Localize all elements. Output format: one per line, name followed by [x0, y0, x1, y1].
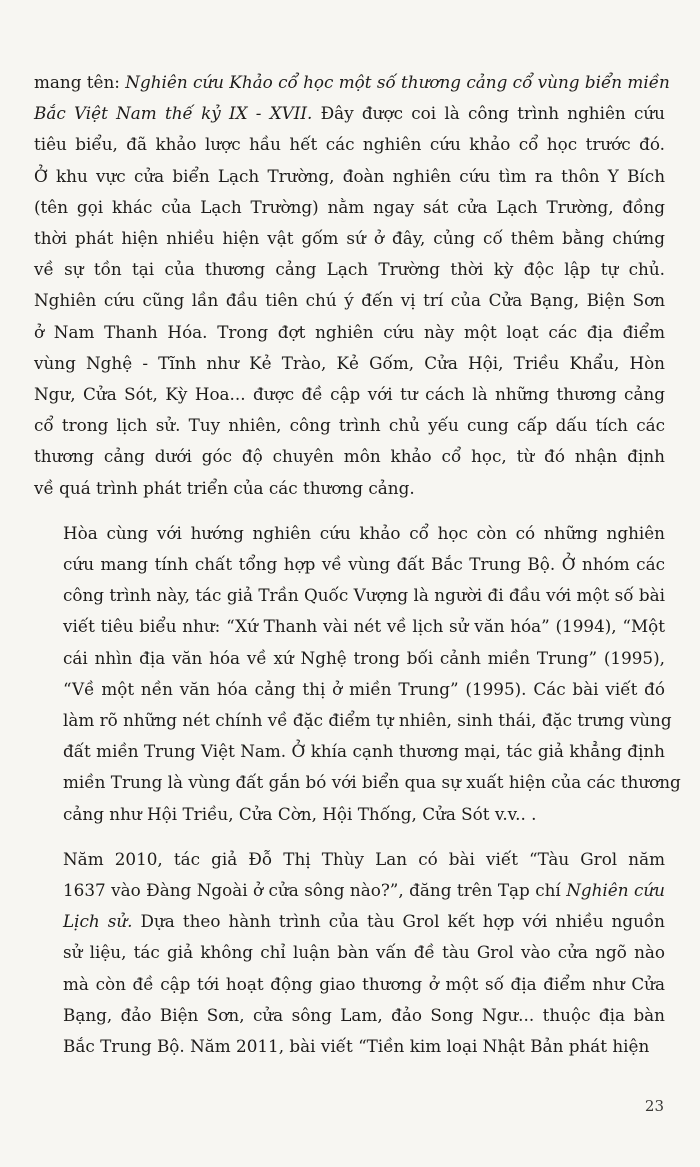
text-run: viết tiêu biểu như: “Xứ Thanh vài nét về lịch sử văn hóa” (1994), “Một: [63, 616, 665, 637]
text-run: Nghiên cứu cũng lần đầu tiên chú ý đến vị trí của Cửa Bạng, Biện Sơn: [34, 290, 665, 311]
text-run: làm rõ những nét chính về đặc điểm tự nhiên, sinh thái, đặc trưng vùng: [63, 710, 672, 731]
text-line: [34, 1000, 665, 1031]
text-line: [34, 937, 665, 968]
text-run: cứu mang tính chất tổng hợp về vùng đất Bắc Trung Bộ. Ở nhóm các: [63, 554, 665, 575]
text-line: [34, 348, 665, 379]
text-line: [34, 767, 681, 798]
text-run: công trình này, tác giả Trần Quốc Vượng là người đi đầu với một số bài: [63, 585, 665, 606]
text-run: thời phát hiện nhiều hiện vật gốm sứ ở đây, củng cố thêm bằng chứng: [34, 228, 665, 249]
text-line: [34, 611, 665, 642]
text-line: [34, 643, 665, 674]
text-run: “Về một nền văn hóa cảng thị ở miền Trung” (1995). Các bài viết đó: [63, 678, 665, 699]
text-run: đất miền Trung Việt Nam. Ở khía cạnh thương mại, tác giả khẳng định: [63, 741, 665, 762]
text-line: [34, 317, 665, 348]
text-run: Hòa cùng với hướng nghiên cứu khảo cổ học còn có những nghiên: [63, 522, 665, 543]
text-run: ở Nam Thanh Hóa. Trong đợt nghiên cứu này một loạt các địa điểm: [34, 321, 665, 342]
page-number: 23: [644, 1097, 664, 1115]
text-line: [34, 969, 665, 1000]
text-run: miền Trung là vùng đất gắn bó với biển qua sự xuất hiện của các thương: [63, 772, 681, 793]
text-line: [34, 549, 665, 580]
text-run: Bắc Trung Bộ. Năm 2011, bài viết “Tiền kim loại Nhật Bản phát hiện: [63, 1036, 650, 1057]
text-line: [34, 799, 665, 830]
text-line: [34, 285, 665, 316]
text-run: cái nhìn địa văn hóa về xứ Nghệ trong bối cảnh miền Trung” (1995),: [63, 647, 665, 668]
paragraph-2: [34, 518, 681, 830]
body-text: [34, 67, 681, 1062]
text-run: Ở khu vực cửa biển Lạch Trường, đoàn nghiên cứu tìm ra thôn Y Bích: [34, 165, 665, 186]
text-run: thương cảng dưới góc độ chuyên môn khảo cổ học, từ đó nhận định: [34, 446, 665, 467]
text-line: [34, 844, 665, 875]
text-line: [34, 705, 672, 736]
text-run: về sự tồn tại của thương cảng Lạch Trường thời kỳ độc lập tự chủ.: [34, 259, 665, 280]
text-line: [34, 379, 665, 410]
text-line: [34, 161, 665, 192]
text-line: [34, 254, 665, 285]
text-run: sử liệu, tác giả không chỉ luận bàn vấn đề tàu Grol vào cửa ngõ nào: [63, 942, 665, 963]
text-line: [34, 98, 665, 129]
text-run: (tên gọi khác của Lạch Trường) nằm ngay sát cửa Lạch Trường, đồng: [34, 196, 665, 217]
text-run: Ngư, Cửa Sót, Kỳ Hoa... được đề cập với tư cách là những thương cảng: [34, 384, 665, 405]
text-line: [34, 192, 665, 223]
text-run: về quá trình phát triển của các thương cảng.: [34, 477, 415, 498]
text-line: [34, 736, 665, 767]
text-line: [34, 473, 665, 504]
text-run: vùng Nghệ - Tĩnh như Kẻ Trào, Kẻ Gốm, Cửa Hội, Triều Khẩu, Hòn: [34, 352, 665, 373]
paragraph-3: [34, 844, 665, 1062]
text-line: [34, 906, 665, 937]
italic-text: Bắc Việt Nam thế kỷ IX - XVII.: [34, 103, 313, 124]
text-line: [34, 129, 665, 160]
text-run: cổ trong lịch sử. Tuy nhiên, công trình chủ yếu cung cấp dấu tích các: [34, 415, 665, 436]
text-run: Dựa theo hành trình của tàu Grol kết hợp với nhiều nguồn: [132, 911, 665, 932]
text-line: [34, 580, 665, 611]
text-line: [34, 223, 665, 254]
paragraph-1: [34, 67, 670, 504]
text-line: [34, 1031, 665, 1062]
text-run: Bạng, đảo Biện Sơn, cửa sông Lam, đảo Song Ngư... thuộc địa bàn: [63, 1004, 665, 1025]
text-line: [34, 518, 665, 549]
text-line: [34, 410, 665, 441]
text-run: tiêu biểu, đã khảo lược hầu hết các nghiên cứu khảo cổ học trước đó.: [34, 134, 665, 155]
text-run: Năm 2010, tác giả Đỗ Thị Thùy Lan có bài viết “Tàu Grol năm: [63, 848, 665, 869]
text-run: mà còn đề cập tới hoạt động giao thương ở một số địa điểm như Cửa: [63, 973, 665, 994]
text-run: Đây được coi là công trình nghiên cứu: [312, 103, 665, 124]
italic-text: Lịch sử.: [63, 911, 133, 932]
text-run: cảng như Hội Triều, Cửa Cờn, Hội Thống, Cửa Sót v.v.. .: [63, 803, 537, 824]
text-run: mang tên:: [34, 72, 126, 92]
italic-text: Nghiên cứu: [566, 880, 665, 901]
text-line: [34, 875, 665, 906]
text-line: [34, 441, 665, 472]
text-line: [34, 674, 665, 705]
italic-text: Nghiên cứu Khảo cổ học một số thương cảng cổ vùng biển miền: [125, 72, 670, 92]
text-line: [34, 67, 670, 98]
text-run: 1637 vào Đàng Ngoài ở cửa sông nào?”, đăng trên Tạp chí: [63, 880, 567, 901]
